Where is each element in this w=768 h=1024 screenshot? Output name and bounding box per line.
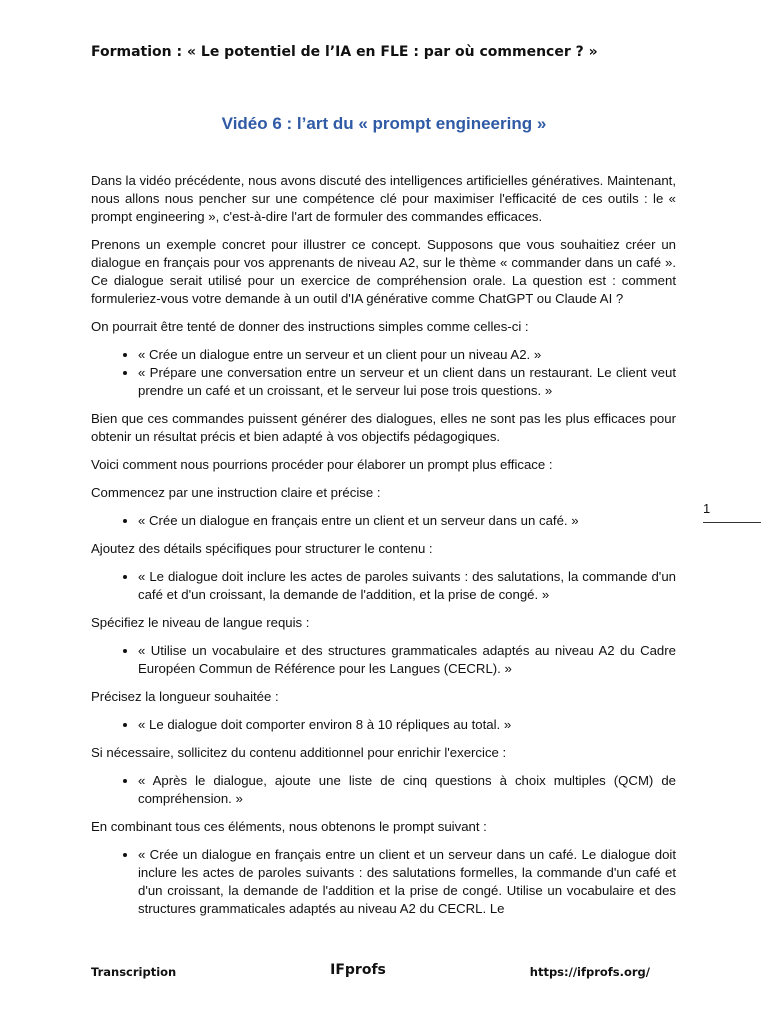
page-title: Vidéo 6 : l’art du « prompt engineering » xyxy=(221,114,547,133)
paragraph: Voici comment nous pourrions procéder pour élaborer un prompt plus efficace : xyxy=(91,457,553,472)
paragraph: En combinant tous ces éléments, nous obtenons le prompt suivant : xyxy=(91,819,487,834)
document-body xyxy=(91,172,676,928)
document-header: Formation : « Le potentiel de l’IA en FLE : par où commencer ? » xyxy=(91,44,598,60)
paragraph: Prenons un exemple concret pour illustrer ce concept. Supposons que vous souhaitiez créer un dialogue en français pour vos apprenants de niveau A2, sur le thème « commander dans un café ». Ce dialogue serait utilisé pour un exercice de compréhension orale. La question est : comment formuleriez-vous votre demande à un outil d'IA générative comme ChatGPT ou Claude AI ? xyxy=(91,237,676,306)
page-number-rule xyxy=(703,522,761,523)
paragraph: Ajoutez des détails spécifiques pour structurer le contenu : xyxy=(91,541,433,556)
list-item: • « Crée un dialogue en français entre un client et un serveur dans un café. » xyxy=(138,512,676,530)
bullet-list xyxy=(91,346,676,400)
list-item: • « Crée un dialogue entre un serveur et un client pour un niveau A2. » xyxy=(138,346,676,364)
page-number: 1 xyxy=(703,501,711,516)
paragraph: Si nécessaire, sollicitez du contenu additionnel pour enrichir l'exercice : xyxy=(91,745,507,760)
bullet-list xyxy=(91,716,676,734)
list-item: • « Après le dialogue, ajoute une liste de cinq questions à choix multiples (QCM) de compréhension. » xyxy=(138,772,676,808)
footer-url: https://ifprofs.org/ xyxy=(529,965,650,979)
paragraph: Spécifiez le niveau de langue requis : xyxy=(91,615,310,630)
bullet-list xyxy=(91,846,676,918)
bullet-list xyxy=(91,512,676,530)
footer-label: Transcription xyxy=(91,965,177,979)
list-item: • « Le dialogue doit comporter environ 8 à 10 répliques au total. » xyxy=(138,716,676,734)
bullet-list xyxy=(91,772,676,808)
bullet-list xyxy=(91,642,676,678)
list-item: • « Prépare une conversation entre un serveur et un client dans un restaurant. Le client veut prendre un café et un croissant, et le serveur lui pose trois questions. » xyxy=(138,364,676,400)
paragraph: On pourrait être tenté de donner des instructions simples comme celles-ci : xyxy=(91,319,529,334)
list-item: • « Le dialogue doit inclure les actes de paroles suivants : des salutations, la commande d'un café et d'un croissant, la demande de l'addition, et la prise de congé. » xyxy=(138,568,676,604)
bullet-list xyxy=(91,568,676,604)
paragraph: Dans la vidéo précédente, nous avons discuté des intelligences artificielles génératives. Maintenant, nous allons nous pencher sur une compétence clé pour maximiser l'efficacité de ces outils : le « prompt engineering », c'est-à-dire l'art de formuler des commandes efficaces. xyxy=(91,173,676,224)
paragraph: Bien que ces commandes puissent générer des dialogues, elles ne sont pas les plus efficaces pour obtenir un résultat précis et bien adapté à vos objectifs pédagogiques. xyxy=(91,411,676,444)
footer-brand: IFprofs xyxy=(330,962,386,978)
paragraph: Précisez la longueur souhaitée : xyxy=(91,689,279,704)
list-item: • « Crée un dialogue en français entre un client et un serveur dans un café. Le dialogue doit inclure les actes de paroles suivants : des salutations formelles, la commande d'un café et d'un croissant, la demande de l'addition et la prise de congé. Utilise un vocabulaire et des structures grammaticales adaptés au niveau A2 du CECRL. Le xyxy=(138,846,676,918)
list-item: • « Utilise un vocabulaire et des structures grammaticales adaptés au niveau A2 du Cadre Européen Commun de Référence pour les Langues (CECRL). » xyxy=(138,642,676,678)
paragraph: Commencez par une instruction claire et précise : xyxy=(91,485,381,500)
